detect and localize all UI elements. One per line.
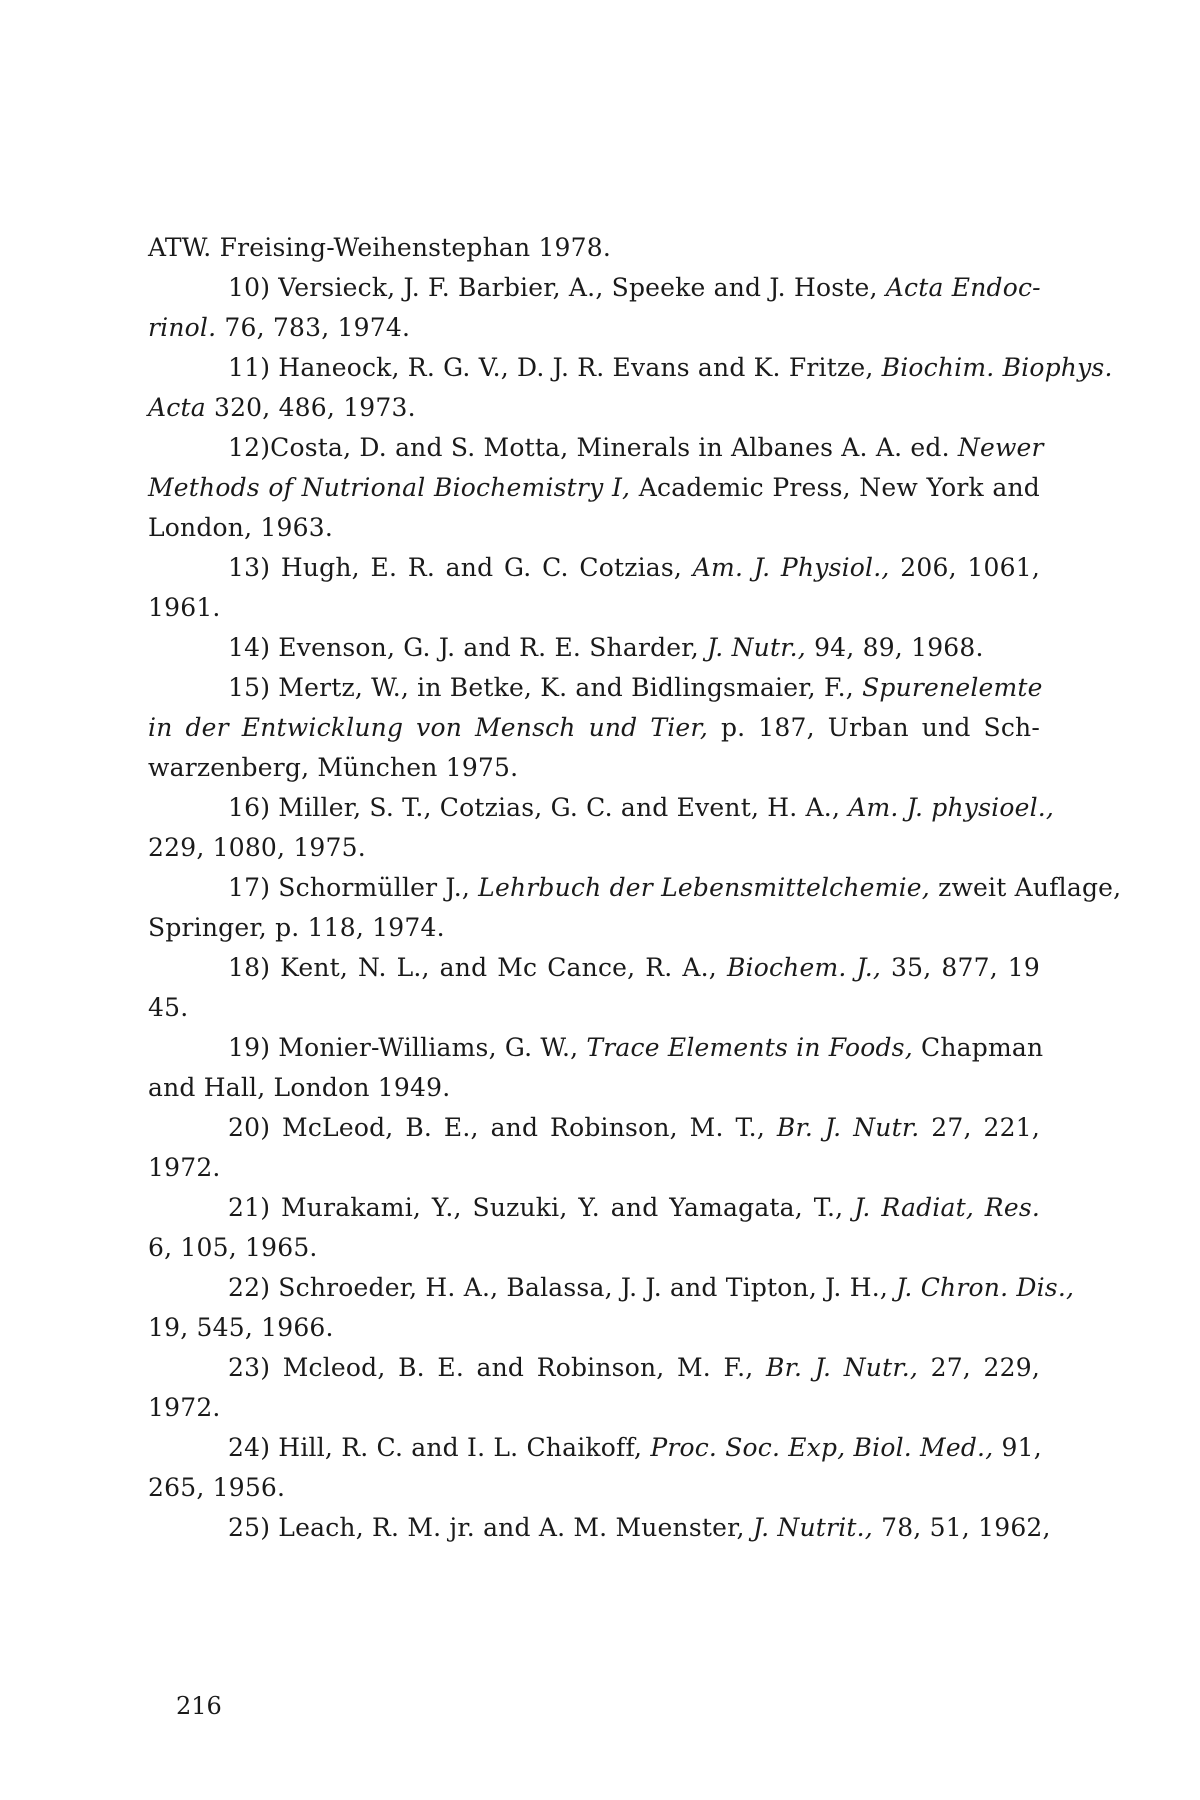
reference-19-cont: and Hall, London 1949. [148, 1073, 451, 1102]
reference-list [148, 228, 1122, 1548]
reference-12: 12)Costa, D. and S. Motta, Minerals in Albanes A. A. ed. Newer [228, 433, 1044, 462]
reference-24: 24) Hill, R. C. and I. L. Chaikoff, Proc. Soc. Exp, Biol. Med., 91, [228, 1433, 1042, 1462]
reference-15-cont2: warzenberg, München 1975. [148, 753, 519, 782]
reference-13-cont: 1961. [148, 593, 221, 622]
reference-22-cont: 19, 545, 1966. [148, 1313, 334, 1342]
reference-18: 18) Kent, N. L., and Mc Cance, R. A., Biochem. J., 35, 877, 19 [228, 953, 1041, 982]
reference-11-cont: Acta 320, 486, 1973. [148, 393, 416, 422]
reference-25: 25) Leach, R. M. jr. and A. M. Muenster, J. Nutrit., 78, 51, 1962, [228, 1513, 1051, 1542]
reference-continuation: ATW. Freising-Weihenstephan 1978. [148, 233, 612, 262]
reference-11: 11) Haneock, R. G. V., D. J. R. Evans and K. Fritze, Biochim. Biophys. [228, 353, 1113, 382]
reference-14: 14) Evenson, G. J. and R. E. Sharder, J. Nutr., 94, 89, 1968. [228, 633, 984, 662]
reference-19: 19) Monier-Williams, G. W., Trace Elements in Foods, Chapman [228, 1033, 1044, 1062]
reference-18-cont: 45. [148, 993, 189, 1022]
reference-21: 21) Murakami, Y., Suzuki, Y. and Yamagata, T., J. Radiat, Res. [228, 1193, 1041, 1222]
reference-22: 22) Schroeder, H. A., Balassa, J. J. and Tipton, J. H., J. Chron. Dis., [228, 1273, 1075, 1302]
reference-16: 16) Miller, S. T., Cotzias, G. C. and Event, H. A., Am. J. physioel., [228, 793, 1055, 822]
reference-10-cont: rinol. 76, 783, 1974. [148, 313, 411, 342]
reference-12-cont: Methods of Nutrional Biochemistry I, Academic Press, New York and [148, 473, 1040, 502]
page-number: 216 [176, 1692, 222, 1720]
reference-20: 20) McLeod, B. E., and Robinson, M. T., Br. J. Nutr. 27, 221, [228, 1113, 1040, 1142]
reference-10: 10) Versieck, J. F. Barbier, A., Speeke and J. Hoste, Acta Endoc- [228, 273, 1041, 302]
reference-16-cont: 229, 1080, 1975. [148, 833, 366, 862]
reference-20-cont: 1972. [148, 1153, 221, 1182]
reference-21-cont: 6, 105, 1965. [148, 1233, 318, 1262]
reference-24-cont: 265, 1956. [148, 1473, 286, 1502]
reference-15-cont: in der Entwicklung von Mensch und Tier, p. 187, Urban und Sch- [148, 713, 1040, 742]
reference-13: 13) Hugh, E. R. and G. C. Cotzias, Am. J. Physiol., 206, 1061, [228, 553, 1040, 582]
reference-15: 15) Mertz, W., in Betke, K. and Bidlingsmaier, F., Spurenelemte [228, 673, 1043, 702]
reference-23: 23) Mcleod, B. E. and Robinson, M. F., Br. J. Nutr., 27, 229, [228, 1353, 1040, 1382]
reference-23-cont: 1972. [148, 1393, 221, 1422]
reference-12-cont2: London, 1963. [148, 513, 333, 542]
reference-17: 17) Schormüller J., Lehrbuch der Lebensmittelchemie, zweit Auflage, [228, 873, 1122, 902]
reference-17-cont: Springer, p. 118, 1974. [148, 913, 445, 942]
